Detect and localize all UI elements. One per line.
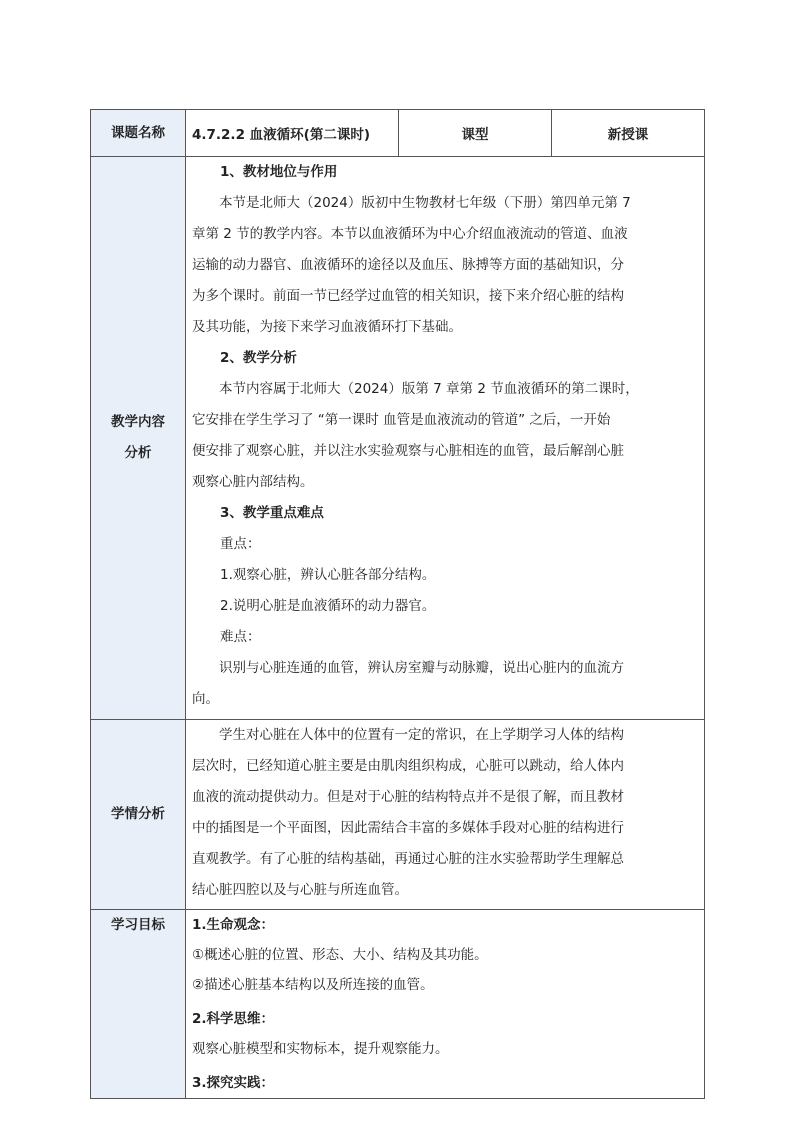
title-value: 4.7.2.2 血液循环(第二课时): [186, 110, 399, 157]
key-point-1: 1.观察心脏，辨认心脏各部分结构。: [220, 567, 436, 583]
type-label: 课型: [399, 110, 552, 157]
sec2-line-2: 它安排在学生学习了 “第一课时 血管是血液流动的管道” 之后，一开始: [192, 412, 611, 428]
key-point-2: 2.说明心脏是血液循环的动力器官。: [220, 598, 436, 614]
learner-line-1: 学生对心脏在人体中的位置有一定的常识，在上学期学习人体的结构: [219, 727, 624, 743]
analysis-label-line1: 教学内容: [111, 414, 165, 430]
goal-heading-3: 3.探究实践：: [192, 1075, 275, 1091]
sec1-line-4: 为多个课时。前面一节已经学过血管的相关知识，接下来介绍心脏的结构: [192, 288, 624, 304]
goals-content: [186, 910, 705, 1099]
goal-item-3: 观察心脏模型和实物标本，提升观察能力。: [192, 1041, 449, 1057]
lesson-plan-table: [90, 109, 705, 1099]
difficulty-line-2: 向。: [192, 691, 219, 707]
learner-content: [186, 720, 705, 910]
analysis-label-line2: 分析: [124, 445, 152, 461]
key-points-label: 重点：: [220, 536, 261, 552]
learner-line-3: 血液的流动提供动力。但是对于心脏的结构特点并不是很了解，而且教材: [192, 789, 624, 805]
goal-item-1: ①概述心脏的位置、形态、大小、结构及其功能。: [192, 947, 488, 963]
section-heading-1: 1、教材地位与作用: [220, 164, 338, 180]
goals-label: 学习目标: [91, 910, 186, 1099]
header-row: [91, 110, 705, 157]
sec2-line-1: 本节内容属于北师大（2024）版第 7 章第 2 节血液循环的第二课时，: [219, 381, 639, 397]
title-label: 课题名称: [91, 110, 186, 157]
difficulty-label: 难点：: [220, 629, 261, 645]
sec1-line-2: 章第 2 节的教学内容。本节以血液循环为中心介绍血液流动的管道、血液: [192, 226, 628, 242]
goal-heading-1: 1.生命观念：: [192, 917, 275, 933]
analysis-row: [91, 157, 705, 720]
section-heading-3: 3、教学重点难点: [220, 505, 324, 521]
goal-heading-2: 2.科学思维：: [192, 1011, 275, 1027]
analysis-content: [186, 157, 705, 720]
learner-line-4: 中的插图是一个平面图，因此需结合丰富的多媒体手段对心脏的结构进行: [192, 820, 624, 836]
learner-line-2: 层次时，已经知道心脏主要是由肌肉组织构成，心脏可以跳动，给人体内: [192, 758, 624, 774]
learner-label: 学情分析: [91, 720, 186, 910]
sec1-line-3: 运输的动力器官、血液循环的途径以及血压、脉搏等方面的基础知识，分: [192, 257, 624, 273]
analysis-label: [91, 157, 186, 720]
difficulty-line-1: 识别与心脏连通的血管，辨认房室瓣与动脉瓣，说出心脏内的血流方: [219, 660, 624, 676]
learner-line-6: 结心脏四腔以及与心脏与所连血管。: [192, 882, 408, 898]
goal-item-2: ②描述心脏基本结构以及所连接的血管。: [192, 977, 434, 993]
sec2-line-3: 便安排了观察心脏，并以注水实验观察与心脏相连的血管，最后解剖心脏: [192, 443, 624, 459]
learner-row: [91, 720, 705, 910]
goals-row: [91, 910, 705, 1099]
sec2-line-4: 观察心脏内部结构。: [192, 474, 314, 490]
sec1-line-5: 及其功能，为接下来学习血液循环打下基础。: [192, 319, 462, 335]
sec1-line-1: 本节是北师大（2024）版初中生物教材七年级（下册）第四单元第 7: [219, 195, 631, 211]
type-value: 新授课: [552, 110, 705, 157]
section-heading-2: 2、教学分析: [220, 350, 297, 366]
learner-line-5: 直观教学。有了心脏的结构基础，再通过心脏的注水实验帮助学生理解总: [192, 851, 624, 867]
